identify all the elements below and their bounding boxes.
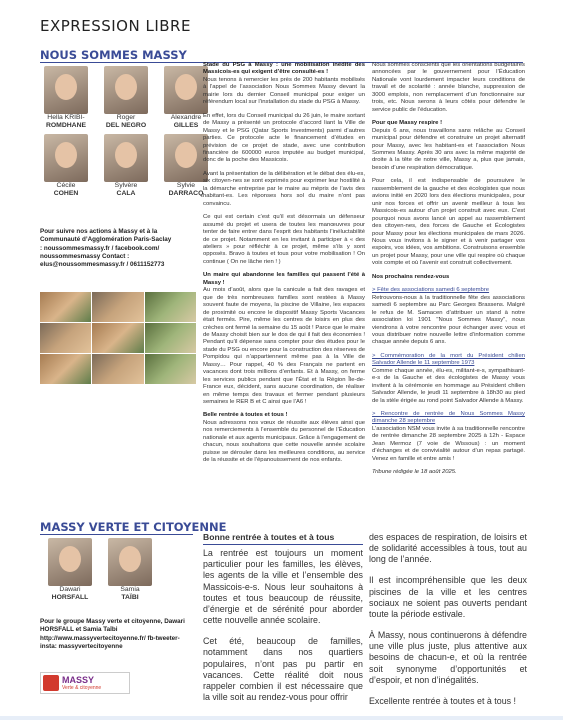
event-photo-collage [40,292,196,384]
article-paragraph: En effet, lors du Conseil municipal du 26 juin, le maire sortant de Massy a présenté un protocole d’accord liant la Ville de Massy et le PSG (Qatar Sports Investments) parmi d’autres parties. Ce protocole acte le financement d’études en prévision de ce projet de stade, avec une contribution financière de 600000 euros imputée au budget municipal, donc de la poche des Massicois. [203,112,365,164]
article-paragraph: Ce qui est certain c’est qu’il est désormais un défenseur assumé du projet et usera de toutes les manœuvres pour tenter de faire entrer dans l’esprit des habitants l’inéluctabilité de ce projet. Notamment en les invitant à participer à « des ateliers » pour réfléchir à ce projet, même s’ils y sont opposés. Bravo à toutes et tous pour votre mobilisation ! On continue ( On ne lâche rien ! ) [203,214,365,265]
member-photo [108,538,152,586]
member-grid [36,66,204,198]
member-photo [104,66,148,114]
event-link[interactable]: > Rencontre de rentrée de Nous Sommes Massy dimanche 28 septembre [372,411,525,425]
member-name: Sylvère CALA [114,182,138,197]
contact-info: Pour le groupe Massy verte et citoyenne, Dawari HORSFALL et Samia Taïbi http://www.massyvertecitoyenne.fr/ fb-tweeter-insta: massyvertecitoyenne [40,618,185,650]
article-column-1 [203,532,363,713]
member-card [40,538,100,602]
article-paragraph: Pour que Massy respire ! Depuis 6 ans, nous travaillons sans relâche au Conseil municipal pour défendre et construire un projet alternatif pour Massy, avec les habitant-es et l’association Nous Sommes Massy. Après 30 ans avec la même majorité de droite à la tête de notre ville, Massy a, plus que jamais, besoin d’une respiration démocratique. [372,120,525,171]
member-photo [44,134,88,182]
article-paragraph: Cet été, beaucoup de familles, notamment dans nos quartiers populaires, n’ont pas pu partir en vacances. Cette réalité doit nous rappeler combien il est nécessaire que la ville soit au rendez-vous pour offrir [203,636,363,703]
member-grid [40,538,150,602]
article-paragraph: Pour cela, il est indispensable de poursuivre le rassemblement de la gauche et des écologistes que nous avions initié en 2020 lors des élections municipales, pour unir nos forces et offrir un avenir meilleur à tous les Massicois-es autour d’un projet construit avec eux. C’est pourquoi nous avons lancé un appel au rassemblement des citoyen-nes, des forces de Gauche et Écologistes pour Massy pour les élections municipales de mars 2026. Nous vous invitons à le signer et à venir partager vos espoirs, vos idées, vos ambitions. Construisons ensemble un projet pour Massy, pour une ville qui respire où chaque voix compte et où l’avenir est construit collectivement. [372,178,525,267]
member-name: Samia TAÏBI [120,586,140,601]
article-paragraph: > Rencontre de rentrée de Nous Sommes Massy dimanche 28 septembre L’association NSM vous invite à sa traditionnelle rencontre de rentrée dimanche 28 septembre 2025 à 12h - Espace Jean Mermoz (7 voie de Wissous) : un moment d’échanges et de convivialité autour d’un repas partagé. Venez en famille et entre amis ! [372,411,525,462]
member-name: Sylvie DARRACQ [168,182,204,197]
article-paragraph: > Fête des associations samedi 6 septembre Retrouvons-nous à la traditionnelle fête des associations samedi 6 septembre au Parc Georges Brassens. Malgré le refus de M. Samacen d’attribuer un stand à notre association loi 1901 "Nous Sommes Massy", nous viendrons à votre rencontre pour échanger avec vous et vous distribuer notre nouvelle lettre d’information comme chaque année depuis 6 ans. [372,287,525,346]
member-card [36,66,96,130]
member-card [100,538,160,602]
article-title: Bonne rentrée à toutes et à tous [203,532,363,545]
page-title: EXPRESSION LIBRE [40,17,191,35]
article-paragraph: Belle rentrée à toutes et tous ! Nous adressons nos vœux de réussite aux élèves ainsi que nos remerciements à l’ensemble du personnel de l’Éducation nationale et aux agents municipaux. Grâce à l’engagement de chacun, nous souhaitons que cette nouvelle année scolaire puisse se dérouler dans les meilleures conditions, au service de la réussite et de l’épanouissement de nos enfants. [203,412,365,464]
member-card [96,66,156,130]
article-paragraph: > Commémoration de la mort du Président chilien Salvador Allende le 11 septembre 1973 Comme chaque année, élu-es, militant-e-s, sympathisant-e-s de la Gauche et des écologistes de Massy vous invitent à la cérémonie en hommage au Président chilien Salvador Allende, le jeudi 11 septembre à 18h30 au pied de la stèle érigée au rond point Salvador Allende à Massy. [372,352,525,404]
article-paragraph: des espaces de respiration, de loisirs et de solidarité accessibles à tous, tout au long de l’année. [369,532,527,565]
member-name: Roger DEL NEGRO [105,114,147,129]
article-paragraph: Stade du PSG à Massy : une mobilisation inédite des Massicois-es qui exigent d’être consulté-es ! Nous tenons à remercier les près de 200 habitants mobilisés à l’appel de l’association Nous Sommes Massy devant la mairie lors du dernier Conseil municipal pour exiger un référendum local sur l’installation du stade du PSG à Massy. [203,62,365,106]
member-name: Hella KRIBI- ROMDHANE [45,114,87,129]
member-photo [164,134,208,182]
article-paragraph: À Massy, nous continuerons à défendre une ville plus juste, plus attentive aux besoins de chacun-e, et où la rentrée soit synonyme d’opportunités et d’espoir, et non d’inégalités. [369,630,527,685]
section-title-massy-verte: MASSY VERTE ET CITOYENNE [40,520,227,534]
article-column-2 [372,62,525,483]
article-paragraph: Avant la présentation de la délibération et le débat des élu-es, six citoyen-nes se sont exprimés pour exprimer leur hostilité à la démarche entreprise par le maire au mépris de l’avis des habitant-es. Les réponses hors sol du maire n’ont pas convaincu. [203,170,365,207]
page-footer-band [0,716,563,720]
article-paragraph: Il est incompréhensible que les deux piscines de la ville et les centres sociaux ne soient pas ouverts pendant toute la période estivale. [369,575,527,619]
contact-info: Pour suivre nos actions à Massy et à la Communauté d’Agglomération Paris-Saclay : noussommesmassy.fr / facebook.com/ noussommesmassy Contact : elus@noussommesmassy.fr / 0611152773 [40,228,172,269]
article-column-2 [369,532,527,717]
article-paragraph: Tribune rédigée le 18 août 2025. [372,469,457,476]
event-link[interactable]: > Commémoration de la mort du Président chilien Salvador Allende le 11 septembre 1973 [372,352,525,367]
article-paragraph: Un maire qui abandonne les familles qui passent l’été à Massy ! Au mois d’août, alors que la canicule a fait des ravages et que de très nombreuses familles sont restées à Massy souvent faute de moyens, la piscine de Villaine, les espaces de proximité ou encore le dispositif Massy Sports Vacances était fermés. Pire, même les centres de loisirs en plus des crèches ont fermé la semaine du 15 août ! Parce que le maire de Massy choisit bien sur le dos de qui il fait des économies ! Pendant qu’il dépense sans compter pour des études pour le stade du PSG ou encore pour la construction des réserves de Pompidou qui n’appartiennent même pas à la Ville de Massy… Pour rappel, 40 % des Français ne partent en vacances dont trois millions d’enfants. Et à Massy, on ferme les services publics pendant que l’État et la Région Île-de-France eux, décident, sans aucune coordination, de réaliser en même temps des travaux et fermer pendant plusieurs semaines le RER B et C ainsi que l’A6 ! [203,272,365,406]
article-paragraph: Excellente rentrée à toutes et à tous ! [369,695,517,706]
massy-verte-logo: MASSY Verte & citoyenne [40,672,130,694]
logo-icon [43,675,59,691]
article-paragraph: Nous sommes conscients que les orientations budgétaires annoncées par le gouvernement pour l’Éducation Nationale vont lourdement impacter leurs conditions de travail et de scolarité : année blanche, suppression de 3000 emplois, non remplacement d’un fonctionnaire sur trois, etc. Nous serons à leurs côtés pour défendre le service public de l’éducation. [372,62,525,113]
member-card [96,134,156,198]
member-photo [164,66,208,114]
event-link[interactable]: > Fête des associations samedi 6 septembre [372,287,490,294]
member-card [36,134,96,198]
member-photo [44,66,88,114]
section-title-nous-sommes-massy: NOUS SOMMES MASSY [40,48,187,62]
article-paragraph: La rentrée est toujours un moment particulier pour les familles, les élèves, les agents de la ville et l’ensemble des Massicois-e-s. Nous leur souhaitons à toutes et tous beaucoup de réussite, d’énergie et de sérénité pour aborder cette nouvelle année scolaire. [203,548,363,626]
member-name: Dawari HORSFALL [51,586,89,601]
member-name: Alexandre GILLES [170,114,202,129]
member-photo [104,134,148,182]
section-divider [40,534,193,535]
member-photo [48,538,92,586]
article-column-1 [203,62,365,471]
member-name: Cécile COHEN [53,182,79,197]
article-paragraph: Nos prochains rendez-vous [372,273,450,280]
